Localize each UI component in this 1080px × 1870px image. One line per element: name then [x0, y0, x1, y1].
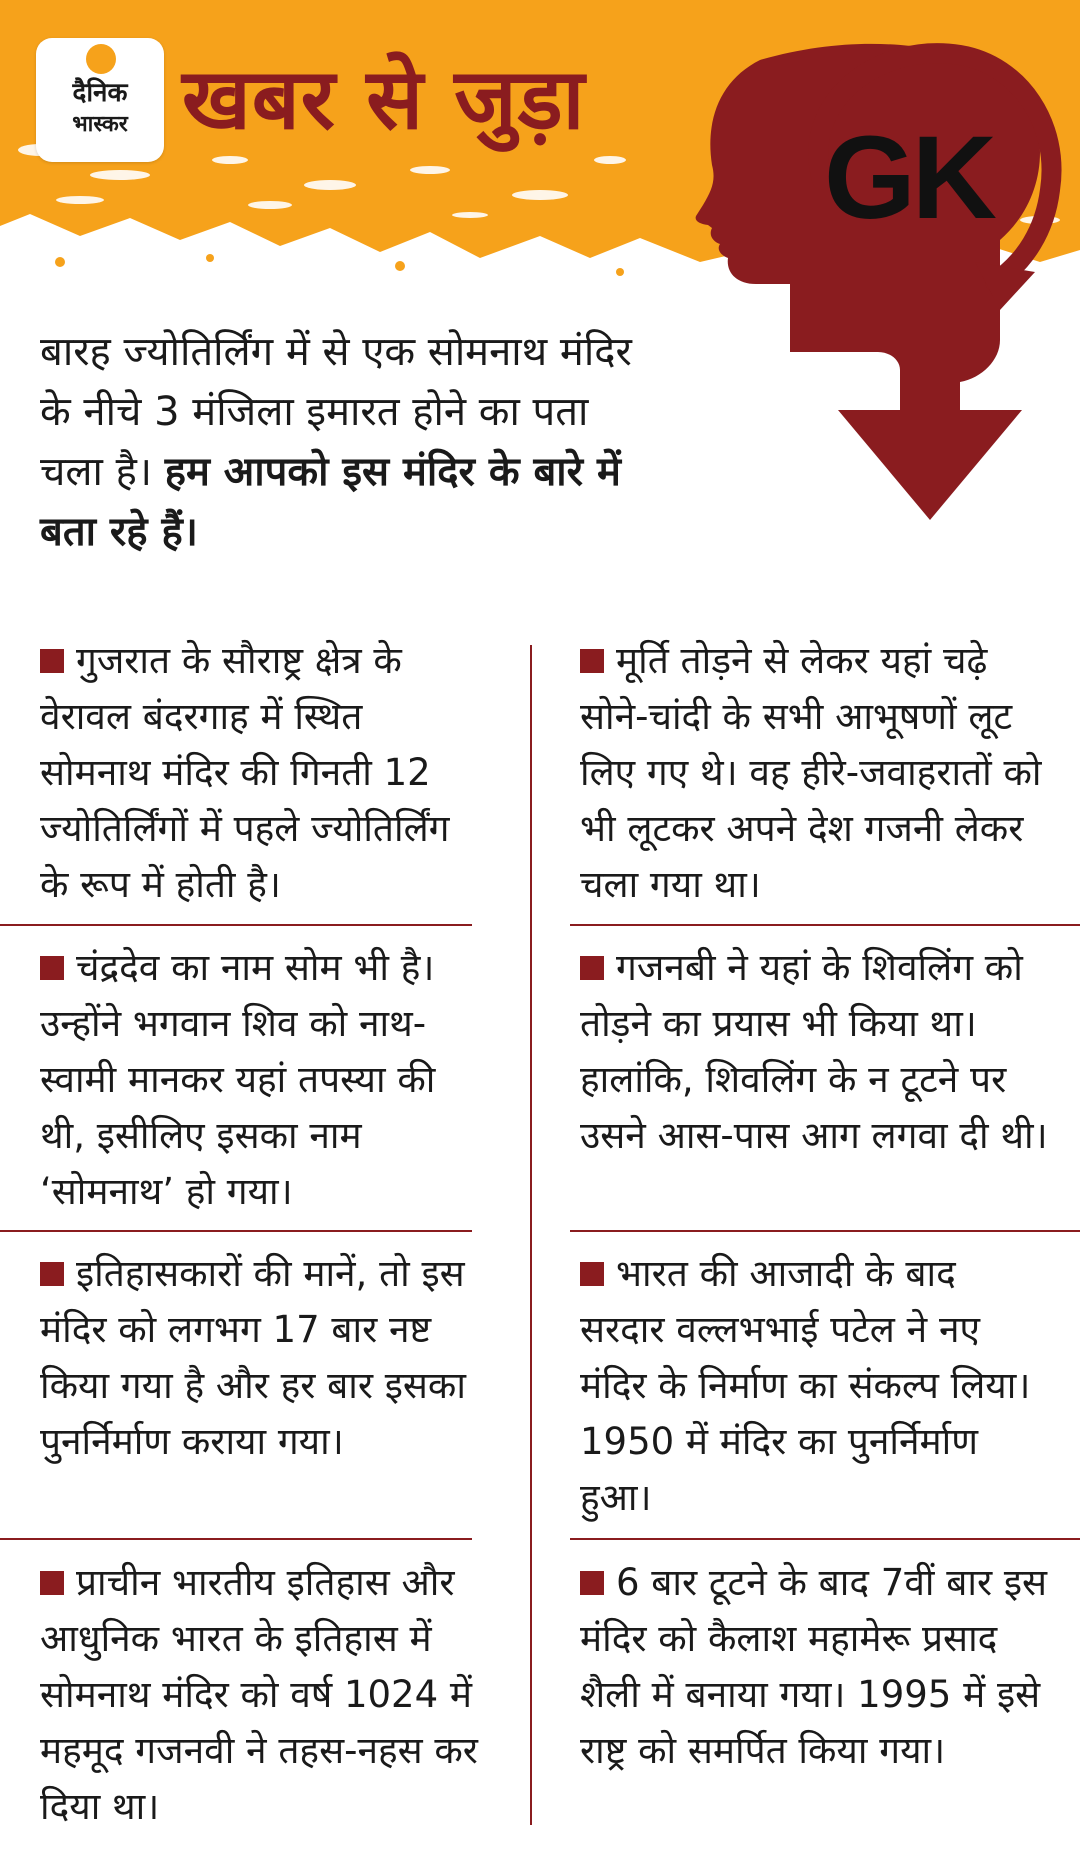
down-arrow-icon — [838, 410, 1022, 520]
fact-item — [40, 1246, 480, 1470]
fact-text: गजनबी ने यहां के शिवलिंग को तोड़ने का प्रयास भी किया था। हालांकि, शिवलिंग के न टूटने पर उसने आस-पास आग लगवा दी थी। — [580, 946, 1048, 1157]
bullet-square-icon — [40, 1571, 64, 1595]
header-banner — [0, 0, 1080, 310]
column-divider — [530, 645, 532, 1825]
bullet-square-icon — [40, 1262, 64, 1286]
dainik-bhaskar-logo — [36, 38, 164, 162]
fact-item — [40, 1555, 480, 1835]
fact-item — [40, 940, 480, 1220]
fact-item — [580, 1555, 1050, 1779]
down-arrow-graphic — [760, 300, 1080, 540]
intro-paragraph — [40, 322, 640, 562]
row-divider — [570, 924, 1080, 926]
fact-item — [40, 633, 480, 913]
row-divider — [0, 1538, 472, 1540]
fact-item — [580, 633, 1050, 913]
neck-shape — [790, 300, 1000, 410]
bullet-square-icon — [40, 956, 64, 980]
fact-text: गुजरात के सौराष्ट्र क्षेत्र के वेरावल बंदरगाह में स्थित सोमनाथ मंदिर की गिनती 12 ज्योतिर्लिंगों में पहले ज्योतिर्लिंग के रूप में होती है। — [40, 639, 450, 906]
fact-text: 6 बार टूटने के बाद 7वीं बार इस मंदिर को कैलाश महामेरू प्रसाद शैली में बनाया गया। 1995 में इसे राष्ट्र को समर्पित किया गया। — [580, 1561, 1048, 1772]
bullet-square-icon — [580, 1262, 604, 1286]
fact-text: मूर्ति तोड़ने से लेकर यहां चढ़े सोने-चांदी के सभी आभूषणों लूट लिए गए थे। वह हीरे-जवाहरातों को भी लूटकर अपने देश गजनी लेकर चला गया था। — [580, 639, 1042, 906]
bullet-square-icon — [580, 1571, 604, 1595]
row-divider — [570, 1230, 1080, 1232]
page-title: खबर से जुड़ा — [182, 50, 586, 148]
logo-text-line1: दैनिक — [72, 78, 128, 108]
bullet-square-icon — [580, 956, 604, 980]
logo-text-line2: भास्कर — [72, 112, 128, 137]
row-divider — [570, 1538, 1080, 1540]
row-divider — [0, 1230, 472, 1232]
bullet-square-icon — [40, 649, 64, 673]
intro-text: बारह ज्योतिर्लिंग में से एक सोमनाथ मंदिर के नीचे 3 मंजिला इमारत होने का पता चला है। — [40, 329, 632, 495]
fact-text: भारत की आजादी के बाद सरदार वल्लभभाई पटेल ने नए मंदिर के निर्माण का संकल्प लिया। 1950 में मंदिर का पुनर्निर्माण हुआ। — [580, 1252, 1031, 1519]
fact-item — [580, 940, 1050, 1164]
bullet-square-icon — [580, 649, 604, 673]
intro-bold-text: हम आपको इस मंदिर के बारे में बता रहे हैं। — [40, 449, 621, 555]
fact-text: चंद्रदेव का नाम सोम भी है। उन्होंने भगवान शिव को नाथ-स्वामी मानकर यहां तपस्या की थी, इसीलिए इसका नाम ‘सोमनाथ’ हो गया। — [40, 946, 436, 1213]
row-divider — [0, 924, 472, 926]
gk-badge: GK — [824, 112, 993, 244]
fact-item — [580, 1246, 1050, 1526]
fact-text: प्राचीन भारतीय इतिहास और आधुनिक भारत के इतिहास में सोमनाथ मंदिर को वर्ष 1024 में महमूद गजनवी ने तहस-नहस कर दिया था। — [40, 1561, 478, 1828]
sun-icon — [86, 44, 116, 74]
fact-text: इतिहासकारों की मानें, तो इस मंदिर को लगभग 17 बार नष्ट किया गया है और हर बार इसका पुनर्निर्माण कराया गया। — [40, 1252, 466, 1463]
